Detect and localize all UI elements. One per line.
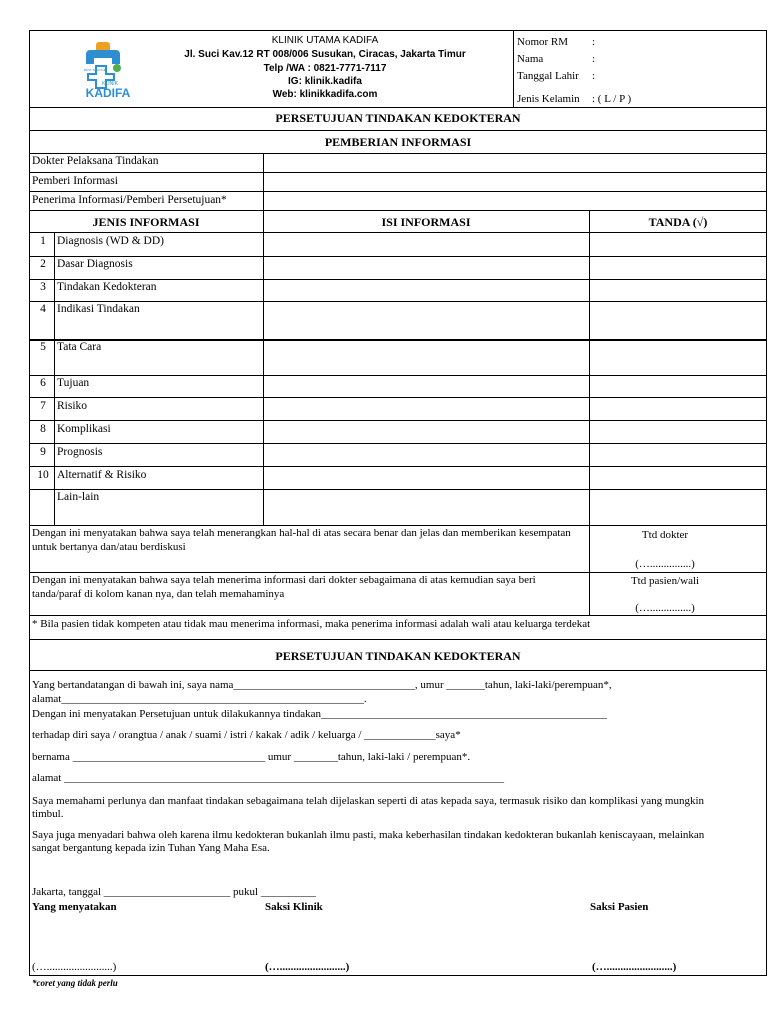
consent-para-menyadari: Saya juga menyadari bahwa oleh karena ilmu kedokteran bukanlah ilmu pasti, maka keberhasilan tindakan kedokteran bukanlah keniscayaan, melainkan sangat bergantung kepada izin Tuhan Yang Maha Esa. xyxy=(32,829,705,854)
patient-sign-label: Ttd pasien/wali xyxy=(630,575,700,587)
signer-label: Yang menyatakan xyxy=(32,901,117,913)
row-num-4: 4 xyxy=(40,303,46,315)
consent-line-bernama: bernama ___________________________________ umur ________tahun, laki-laki / perempuan*. xyxy=(32,751,471,763)
witness-clinic-dots: (…........................) xyxy=(265,961,350,973)
row-num-10: 10 xyxy=(37,469,49,481)
row-label-tindakan: Tindakan Kedokteran xyxy=(57,281,157,293)
clinic-address: Jl. Suci Kav.12 RT 008/006 Susukan, Ciracas, Jakarta Timur xyxy=(184,49,466,60)
row-num-9: 9 xyxy=(40,446,46,458)
consent-line-alamat: alamat_______________________________________________________. xyxy=(32,693,367,705)
info-field-dokter: Dokter Pelaksana Tindakan xyxy=(32,155,159,167)
info-field-pemberi: Pemberi Informasi xyxy=(32,175,118,187)
col-tanda: TANDA (√) xyxy=(648,215,708,229)
nomor-rm-label: Nomor RM xyxy=(517,36,569,48)
nama-colon: : xyxy=(592,53,596,65)
row-num-3: 3 xyxy=(40,281,46,293)
row-num-5: 5 xyxy=(40,341,46,353)
row-num-7: 7 xyxy=(40,400,46,412)
patient-statement: Dengan ini menyatakan bahwa saya telah menerima informasi dari dokter sebagaimana di atas kemudian saya beri tanda/paraf di kolom kanan nya, dan telah memahaminya xyxy=(32,574,536,600)
row-num-6: 6 xyxy=(40,377,46,389)
row-label-tujuan: Tujuan xyxy=(57,377,90,389)
row-label-risiko: Risiko xyxy=(57,400,88,412)
row-label-tata-cara: Tata Cara xyxy=(57,341,102,353)
consent-line-tindakan: Dengan ini menyatakan Persetujuan untuk dilakukannya tindakan____________________________________________________ xyxy=(32,708,607,720)
doctor-sign-label: Ttd dokter xyxy=(641,529,689,541)
date-line: Jakarta, tanggal _______________________ pukul __________ xyxy=(32,886,316,898)
tanggal-lahir-label: Tanggal Lahir xyxy=(517,70,579,82)
clinic-instagram: IG: klinik.kadifa xyxy=(288,76,362,87)
col-jenis-informasi: JENIS INFORMASI xyxy=(92,215,200,229)
row-label-prognosis: Prognosis xyxy=(57,446,103,458)
witness-clinic-label: Saksi Klinik xyxy=(265,901,323,913)
doctor-sign-dots: (…...............) xyxy=(635,558,695,570)
consent-line-alamat2: alamat ________________________________________________________________________________ xyxy=(32,772,505,784)
witness-patient-label: Saksi Pasien xyxy=(590,901,649,913)
col-isi-informasi: ISI INFORMASI xyxy=(381,215,471,229)
clinic-web: Web: klinikkadifa.com xyxy=(272,89,378,100)
consent-line-terhadap: terhadap diri saya / orangtua / anak / suami / istri / kakak / adik / keluarga / _____________saya* xyxy=(32,729,461,741)
nama-label: Nama xyxy=(517,53,544,65)
consent-title: PERSETUJUAN TINDAKAN KEDOKTERAN xyxy=(275,649,521,663)
signer-dots: (…........................) xyxy=(32,961,117,973)
tanggal-lahir-colon: : xyxy=(592,70,596,82)
info-field-penerima: Penerima Informasi/Pemberi Persetujuan* xyxy=(32,194,227,206)
svg-text:BEST SERVICE: BEST SERVICE xyxy=(84,68,106,72)
footnote: *coret yang tidak perlu xyxy=(32,978,118,988)
row-num-2: 2 xyxy=(40,258,46,270)
row-num-1: 1 xyxy=(40,235,46,247)
row-label-lain-lain: Lain-lain xyxy=(57,491,100,503)
clinic-name: KLINIK UTAMA KADIFA xyxy=(271,35,379,46)
witness-patient-dots: (…........................) xyxy=(592,961,677,973)
patient-sign-dots: (…...............) xyxy=(635,602,695,614)
info-title: PEMBERIAN INFORMASI xyxy=(324,135,472,149)
logo-small-text: KLINIK xyxy=(102,81,118,87)
consent-line-nama: Yang bertandatangan di bawah ini, saya nama_________________________________, umur _______tahun, laki-laki/perempuan*, xyxy=(32,679,612,691)
jenis-kelamin-label: Jenis Kelamin xyxy=(517,93,580,105)
clinic-logo xyxy=(76,40,138,100)
consent-para-memahami: Saya memahami perlunya dan manfaat tindakan sebagaimana telah dijelaskan seperti di atas kepada saya, termasuk risiko dan komplikasi yang mungkin timbul. xyxy=(32,795,705,820)
row-label-diagnosis: Diagnosis (WD & DD) xyxy=(57,235,164,247)
row-label-alternatif: Alternatif & Risiko xyxy=(57,469,147,481)
clinic-phone: Telp /WA : 0821-7771-7117 xyxy=(263,63,387,74)
logo-text: KADIFA xyxy=(85,86,131,100)
jenis-kelamin-value: : ( L / P ) xyxy=(592,93,632,105)
incompetent-note: * Bila pasien tidak kompeten atau tidak mau menerima informasi, maka penerima informasi adalah wali atau keluarga terdekat xyxy=(32,618,591,630)
doctor-statement: Dengan ini menyatakan bahwa saya telah menerangkan hal-hal di atas secara benar dan jelas dan memberikan kesempatan untuk bertanya dan/atau berdiskusi xyxy=(32,527,571,553)
row-label-komplikasi: Komplikasi xyxy=(57,423,111,435)
row-num-8: 8 xyxy=(40,423,46,435)
main-title: PERSETUJUAN TINDAKAN KEDOKTERAN xyxy=(275,111,521,125)
nomor-rm-colon: : xyxy=(592,36,596,48)
row-label-indikasi: Indikasi Tindakan xyxy=(57,303,140,315)
row-label-dasar-diagnosis: Dasar Diagnosis xyxy=(57,258,133,270)
